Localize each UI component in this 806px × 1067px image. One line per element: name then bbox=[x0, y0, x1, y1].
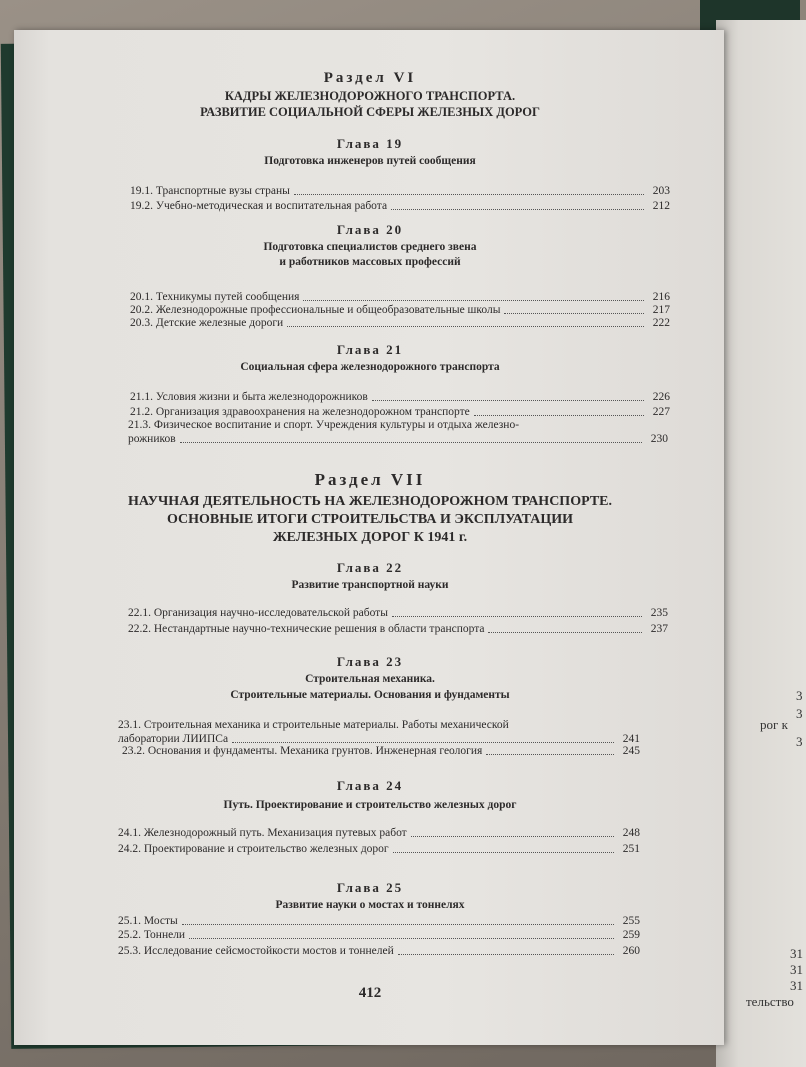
section-7-title-line3: ЖЕЛЕЗНЫХ ДОРОГ К 1941 г. bbox=[272, 530, 468, 545]
chapter-19-title: Подготовка инженеров путей сообщения bbox=[264, 155, 476, 167]
leader-dots bbox=[294, 194, 644, 195]
chapter-25-title: Развитие науки о мостах и тоннелях bbox=[275, 899, 465, 911]
entry-number: 22.2. bbox=[128, 623, 151, 635]
leader-dots bbox=[372, 400, 644, 401]
leader-dots bbox=[474, 415, 644, 416]
facing-page-fragment: 3 bbox=[796, 734, 803, 749]
entry-number: 25.2. bbox=[118, 929, 141, 941]
chapter-20-title-line1: Подготовка специалистов среднего звена bbox=[263, 241, 477, 253]
entry-page: 255 bbox=[622, 915, 640, 927]
entry-title: Учебно-методическая и воспитательная работа bbox=[155, 200, 388, 212]
facing-page-fragment: 3 bbox=[796, 706, 803, 721]
leader-dots bbox=[488, 632, 642, 633]
entry-page: 260 bbox=[622, 945, 640, 957]
entry-number: 25.3. bbox=[118, 945, 141, 957]
entry-number: 21.3. bbox=[128, 419, 151, 431]
toc-entry[interactable] bbox=[130, 390, 670, 404]
entry-page: 217 bbox=[652, 304, 670, 316]
page-number: 412 bbox=[358, 985, 382, 1001]
entry-title: Нестандартные научно-технические решения в области транспорта bbox=[153, 623, 485, 635]
entry-title: Строительная механика и строительные материалы. Работы механической bbox=[143, 719, 509, 731]
chapter-23-heading: Глава 23 bbox=[336, 654, 404, 669]
entry-number: 20.3. bbox=[130, 317, 153, 329]
entry-number: 20.1. bbox=[130, 291, 153, 303]
entry-page: 259 bbox=[622, 929, 640, 941]
entry-title: Железнодорожный путь. Механизация путевых работ bbox=[143, 827, 407, 839]
leader-dots bbox=[391, 209, 644, 210]
facing-page-fragment: 31 bbox=[790, 978, 803, 993]
entry-title: Детские железные дороги bbox=[155, 317, 284, 329]
toc-entry[interactable] bbox=[128, 418, 668, 446]
toc-entry[interactable] bbox=[118, 826, 640, 840]
entry-title: Физическое воспитание и спорт. Учреждения культуры и отдыха железно- bbox=[153, 419, 520, 431]
leader-dots bbox=[189, 938, 614, 939]
entry-title-continued: лаборатории ЛИИПСа bbox=[118, 733, 229, 745]
entry-title: Условия жизни и быта железнодорожников bbox=[155, 391, 368, 403]
section-7-title-line1: НАУЧНАЯ ДЕЯТЕЛЬНОСТЬ НА ЖЕЛЕЗНОДОРОЖНОМ ТРАНСПОРТЕ. bbox=[127, 494, 612, 509]
chapter-24-heading: Глава 24 bbox=[336, 778, 404, 793]
entry-page: 227 bbox=[652, 406, 670, 418]
facing-page-fragment: 31 bbox=[790, 946, 803, 961]
entry-number: 21.1. bbox=[130, 391, 153, 403]
entry-title: Основания и фундаменты. Механика грунтов. Инженерная геология bbox=[147, 745, 483, 757]
entry-page: 251 bbox=[622, 843, 640, 855]
leader-dots bbox=[392, 616, 642, 617]
section-6-title-line2: РАЗВИТИЕ СОЦИАЛЬНОЙ СФЕРЫ ЖЕЛЕЗНЫХ ДОРОГ bbox=[200, 105, 540, 119]
entry-title: Организация научно-исследовательской работы bbox=[153, 607, 388, 619]
entry-number: 20.2. bbox=[130, 304, 153, 316]
entry-page: 241 bbox=[622, 733, 640, 745]
entry-page: 245 bbox=[622, 745, 640, 757]
toc-entry[interactable] bbox=[130, 290, 670, 304]
leader-dots bbox=[486, 754, 614, 755]
chapter-22-title: Развитие транспортной науки bbox=[291, 579, 449, 591]
chapter-21-heading: Глава 21 bbox=[336, 342, 404, 357]
chapter-23-title-line1: Строительная механика. bbox=[305, 673, 435, 685]
entry-number: 19.1. bbox=[130, 185, 153, 197]
leader-dots bbox=[411, 836, 614, 837]
section-7-heading: Раздел VII bbox=[314, 470, 426, 489]
entry-title: Железнодорожные профессиональные и общеобразовательные школы bbox=[155, 304, 501, 316]
toc-entry[interactable] bbox=[130, 184, 670, 198]
leader-dots bbox=[504, 313, 644, 314]
entry-title: Транспортные вузы страны bbox=[155, 185, 290, 197]
toc-entry[interactable] bbox=[130, 405, 670, 419]
toc-entry[interactable] bbox=[130, 303, 670, 317]
entry-number: 24.1. bbox=[118, 827, 141, 839]
chapter-20-title-line2: и работников массовых профессий bbox=[279, 256, 461, 268]
entry-page: 248 bbox=[622, 827, 640, 839]
toc-entry[interactable] bbox=[122, 744, 640, 758]
toc-entry[interactable] bbox=[130, 199, 670, 213]
entry-page: 216 bbox=[652, 291, 670, 303]
chapter-19-heading: Глава 19 bbox=[336, 136, 404, 151]
leader-dots bbox=[180, 442, 642, 443]
leader-dots bbox=[303, 300, 644, 301]
section-6-title-line1: КАДРЫ ЖЕЛЕЗНОДОРОЖНОГО ТРАНСПОРТА. bbox=[224, 89, 516, 103]
entry-page: 226 bbox=[652, 391, 670, 403]
entry-page: 212 bbox=[652, 200, 670, 212]
facing-page-fragment: 31 bbox=[790, 962, 803, 977]
toc-entry[interactable] bbox=[118, 944, 640, 958]
facing-page-fragment: 3 bbox=[796, 688, 803, 703]
toc-entry[interactable] bbox=[118, 842, 640, 856]
entry-number: 25.1. bbox=[118, 915, 141, 927]
entry-number: 23.2. bbox=[122, 745, 145, 757]
section-6-heading: Раздел VI bbox=[323, 70, 417, 86]
toc-entry[interactable] bbox=[128, 622, 668, 636]
facing-page-fragment: рог к bbox=[760, 717, 788, 732]
toc-entry[interactable] bbox=[118, 914, 640, 928]
entry-number: 19.2. bbox=[130, 200, 153, 212]
facing-page-fragment: тельство bbox=[746, 994, 794, 1009]
entry-title: Организация здравоохранения на железнодорожном транспорте bbox=[155, 406, 470, 418]
entry-title: Исследование сейсмостойкости мостов и тоннелей bbox=[143, 945, 394, 957]
entry-page: 235 bbox=[650, 607, 668, 619]
chapter-20-heading: Глава 20 bbox=[336, 222, 404, 237]
entry-title: Тоннели bbox=[143, 929, 186, 941]
leader-dots bbox=[398, 954, 614, 955]
entry-title-continued: рожников bbox=[128, 433, 176, 445]
entry-page: 237 bbox=[650, 623, 668, 635]
leader-dots bbox=[287, 326, 644, 327]
toc-entry[interactable] bbox=[128, 606, 668, 620]
facing-page bbox=[716, 20, 806, 1067]
entry-number: 24.2. bbox=[118, 843, 141, 855]
leader-dots bbox=[232, 742, 614, 743]
entry-page: 222 bbox=[652, 317, 670, 329]
entry-title: Мосты bbox=[143, 915, 178, 927]
entry-number: 21.2. bbox=[130, 406, 153, 418]
chapter-25-heading: Глава 25 bbox=[336, 880, 404, 895]
chapter-21-title: Социальная сфера железнодорожного транспорта bbox=[240, 361, 500, 373]
section-7-title-line2: ОСНОВНЫЕ ИТОГИ СТРОИТЕЛЬСТВА И ЭКСПЛУАТАЦИИ bbox=[166, 512, 574, 527]
chapter-24-title: Путь. Проектирование и строительство железных дорог bbox=[223, 799, 517, 811]
chapter-23-title-line2: Строительные материалы. Основания и фундаменты bbox=[230, 689, 510, 701]
toc-entry[interactable] bbox=[130, 316, 670, 330]
leader-dots bbox=[393, 852, 614, 853]
entry-title: Проектирование и строительство железных дорог bbox=[143, 843, 389, 855]
entry-title: Техникумы путей сообщения bbox=[155, 291, 300, 303]
entry-page: 203 bbox=[652, 185, 670, 197]
chapter-22-heading: Глава 22 bbox=[336, 560, 404, 575]
toc-entry[interactable] bbox=[118, 718, 640, 746]
entry-number: 23.1. bbox=[118, 719, 141, 731]
entry-page: 230 bbox=[650, 433, 668, 445]
leader-dots bbox=[182, 924, 614, 925]
entry-number: 22.1. bbox=[128, 607, 151, 619]
toc-entry[interactable] bbox=[118, 928, 640, 942]
